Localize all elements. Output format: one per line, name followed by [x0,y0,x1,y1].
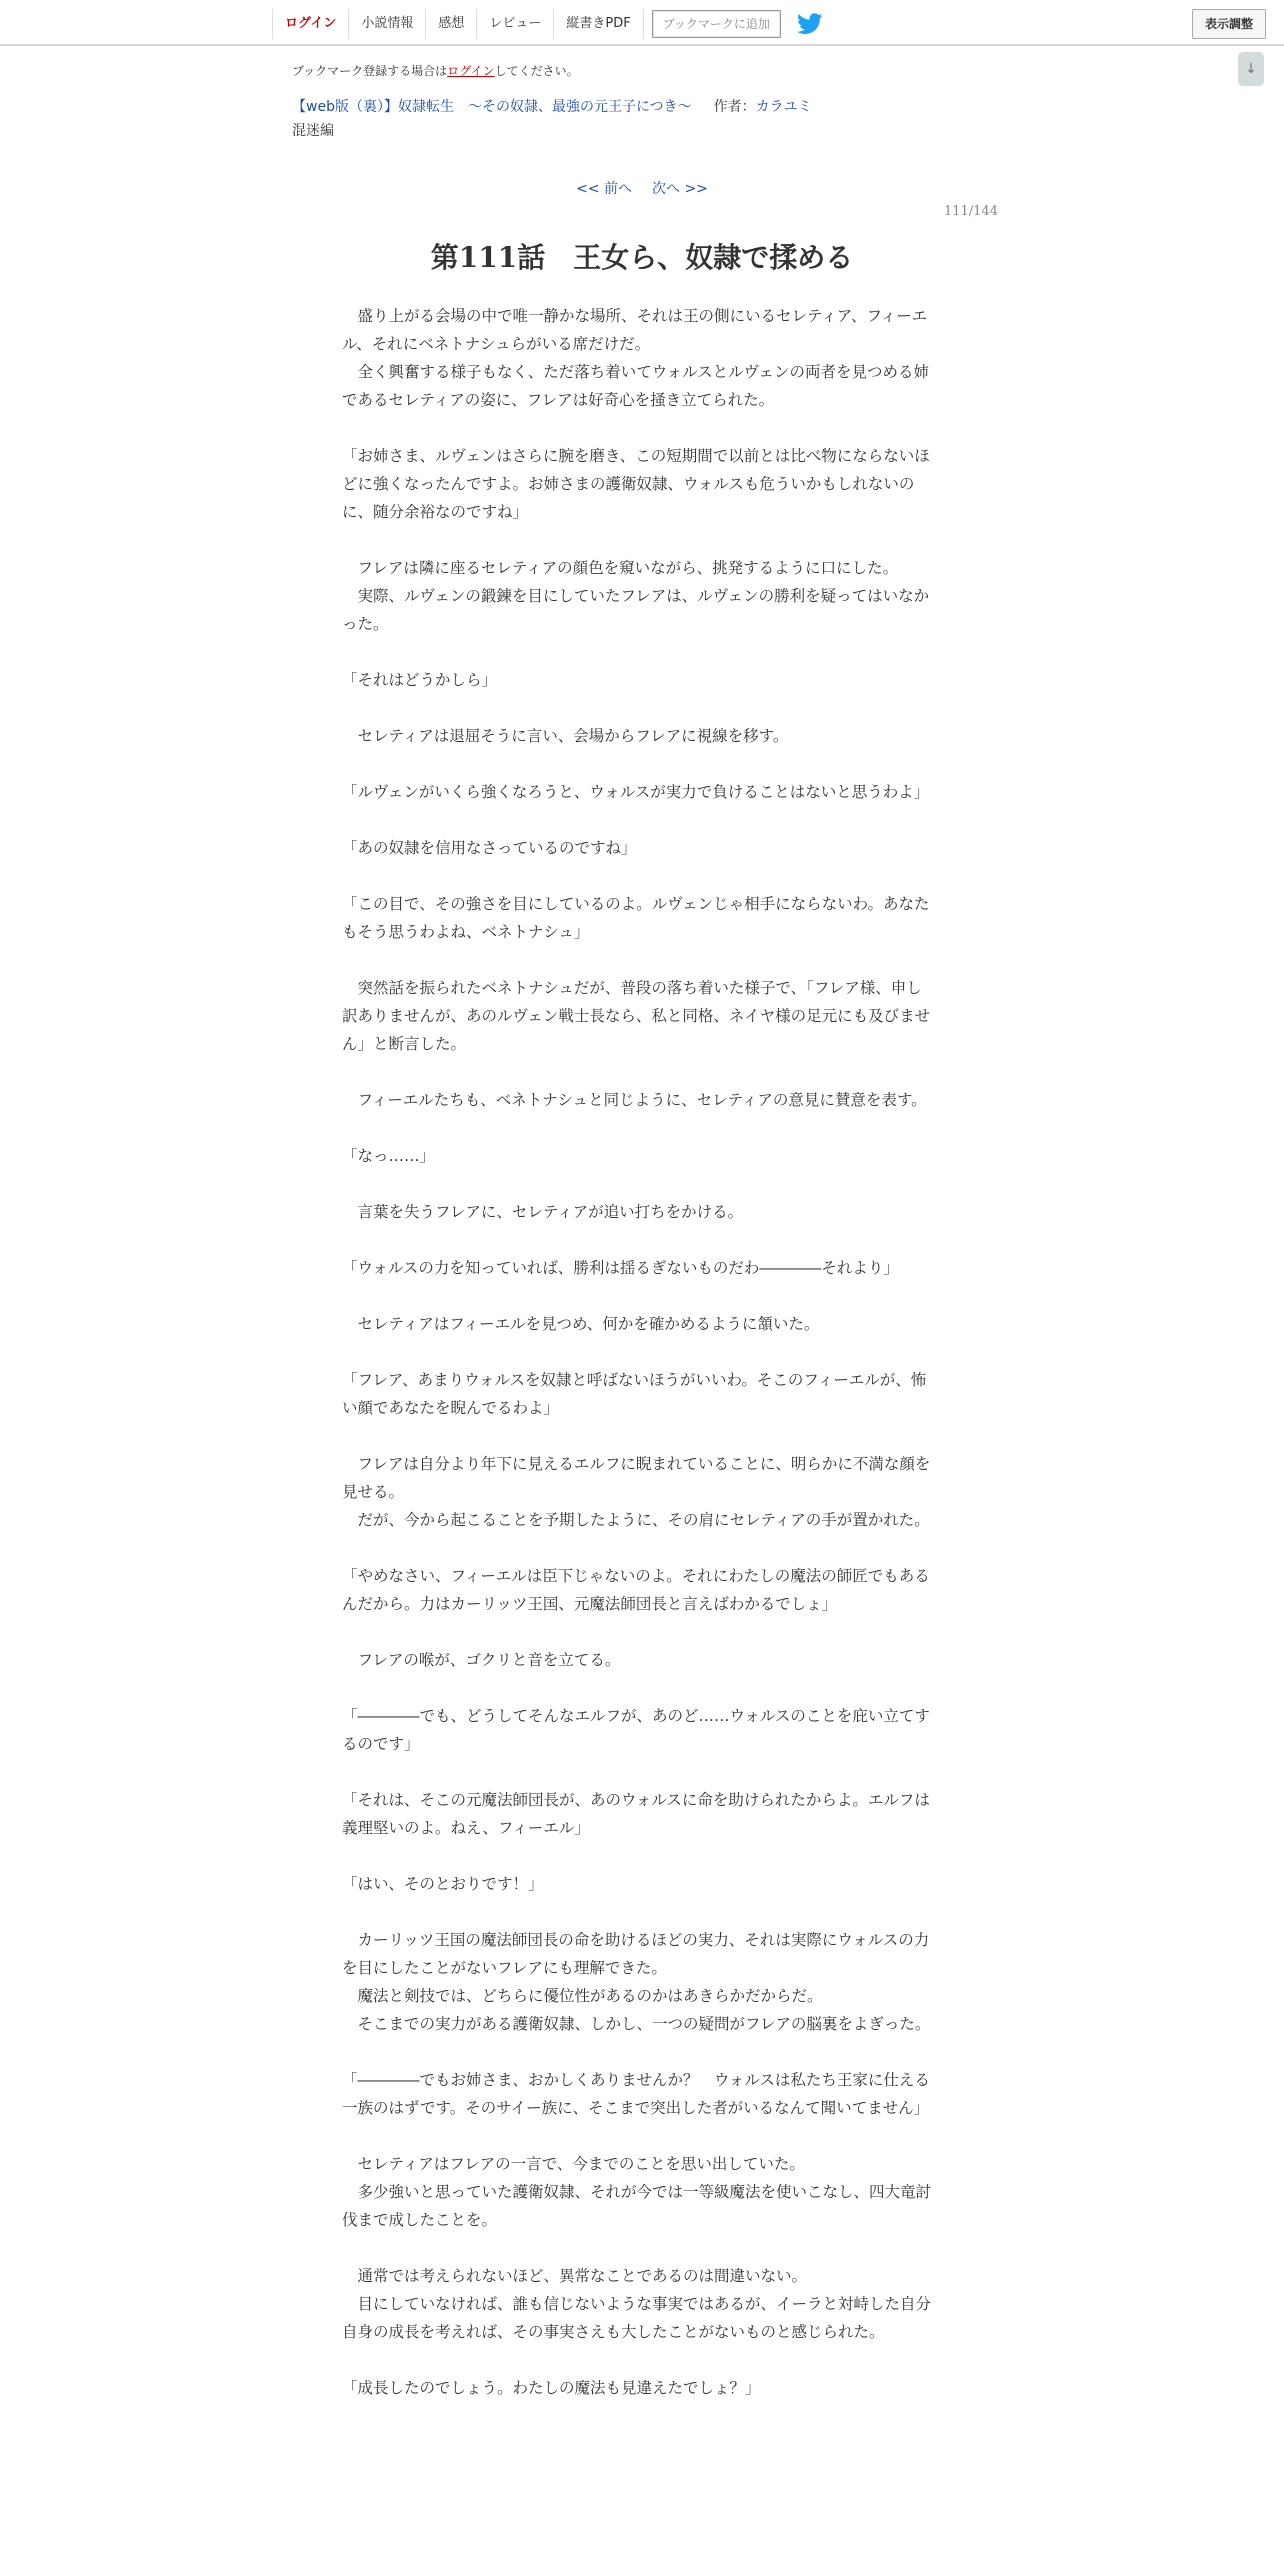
login-note-before: ブックマーク登録する場合は [292,64,448,78]
chapter-group-label: 混迷編 [292,123,334,139]
author-label: 作者： [713,99,756,115]
body-paragraph: 「成長したのでしょう。わたしの魔法も見違えたでしょ？」 [342,2379,761,2397]
add-bookmark-button[interactable]: ブックマークに追加 [652,10,781,38]
author-link[interactable]: カラユミ [755,99,812,115]
body-paragraph [342,1674,934,1702]
body-paragraph [342,2234,934,2262]
body-paragraph: 盛り上がる会場の中で唯一静かな場所、それは王の側にいるセレティア、フィーエル、それにベネトナシュらがいる席だけだ。 [342,307,928,353]
body-paragraph: 全く興奮する様子もなく、ただ落ち着いてウォルスとルヴェンの両者を見つめる姉であるセレティアの姿に、フレアは好奇心を掻き立てられた。 [342,363,929,409]
body-paragraph: フィーエルたちも、ベネトナシュと同じように、セレティアの意見に賛意を表す。 [342,1091,927,1109]
body-paragraph [342,694,934,722]
body-paragraph: 「ルヴェンがいくら強くなろうと、ウォルスが実力で負けることはないと思うわよ」 [342,783,930,801]
body-paragraph [342,638,934,666]
body-paragraph: 「――――でも、どうしてそんなエルフが、あのど……ウォルスのことを庇い立てするのです」 [342,1707,930,1753]
body-paragraph: 「やめなさい、フィーエルは臣下じゃないのよ。それにわたしの魔法の師匠でもあるんだから。力はカーリッツ王国、元魔法師団長と言えばわかるでしょ」 [342,1567,930,1613]
login-link[interactable]: ログイン [272,9,348,39]
body-paragraph: 「それはどうかしら」 [342,671,498,689]
body-paragraph [342,1170,934,1198]
body-paragraph [342,526,934,554]
review-link[interactable]: レビュー [476,9,553,39]
body-paragraph: 「なっ……」 [342,1147,436,1165]
body-paragraph [342,2122,934,2150]
body-paragraph: 実際、ルヴェンの鍛錬を目にしていたフレアは、ルヴェンの勝利を疑ってはいなかった。 [342,587,930,633]
body-paragraph: フレアは隣に座るセレティアの顔色を窺いながら、挑発するように口にした。 [342,559,899,577]
body-paragraph [342,1422,934,1450]
body-paragraph [342,1282,934,1310]
impressions-link[interactable]: 感想 [425,9,476,39]
body-paragraph: 魔法と剣技では、どちらに優位性があるのかはあきらかだからだ。 [342,1987,823,2005]
display-settings-button[interactable]: 表示調整 [1192,9,1266,39]
body-paragraph: 「お姉さま、ルヴェンはさらに腕を磨き、この短期間で以前とは比べ物にならないほどに強くなったんですよ。お姉さまの護衛奴隷、ウォルスも危ういかもしれないのに、随分余裕なのですね」 [342,447,930,521]
body-paragraph [342,2346,934,2374]
body-paragraph: 多少強いと思っていた護衛奴隷、それが今では一等級魔法を使いこなし、四大竜討伐まで成したことを。 [342,2183,932,2229]
body-paragraph [342,1618,934,1646]
body-paragraph: だが、今から起こることを予期したように、その肩にセレティアの手が置かれた。 [342,1511,930,1529]
body-paragraph: 突然話を振られたベネトナシュだが、普段の落ち着いた様子で、「フレア様、申し訳ありませんが、あのルヴェン戦士長なら、私と同格、ネイヤ様の足元にも及びません」と断言した。 [342,979,931,1053]
twitter-icon[interactable] [797,13,823,35]
body-paragraph: セレティアはフレアの一言で、今までのことを思い出していた。 [342,2155,805,2173]
next-chapter-link[interactable]: 次へ >> [652,181,708,197]
body-paragraph [342,806,934,834]
body-paragraph [342,1114,934,1142]
body-paragraph: セレティアは退屈そうに言い、会場からフレアに視線を移す。 [342,727,789,745]
vertical-pdf-link[interactable]: 縦書きPDF [553,9,643,39]
chapter-count: 111/144 [943,204,998,219]
body-paragraph [342,1842,934,1870]
body-paragraph: 「――――でもお姉さま、おかしくありませんか？ ウォルスは私たち王家に仕える一族のはずです。そのサイー族に、そこまで突出した者がいるなんて聞いてません」 [342,2071,930,2117]
body-paragraph [342,1058,934,1086]
series-info [292,96,812,116]
body-paragraph [342,2038,934,2066]
scroll-down-arrow-icon[interactable]: ↓ [1238,52,1264,86]
login-note-after: してください。 [494,64,579,78]
body-paragraph: 目にしていなければ、誰も信じないような事実ではあるが、イーラと対峙した自分自身の成長を考えれば、その事実さえも大したことがないものと感じられた。 [342,2295,932,2341]
body-paragraph: 「ウォルスの力を知っていれば、勝利は揺るぎないものだわ――――それより」 [342,1259,899,1277]
body-paragraph: 「それは、そこの元魔法師団長が、あのウォルスに命を助けられたからよ。エルフは義理堅いのよ。ねえ、フィーエル」 [342,1791,930,1837]
chapter-pager [0,178,1284,198]
body-paragraph: フレアは自分より年下に見えるエルフに睨まれていることに、明らかに不満な顔を見せる。 [342,1455,931,1501]
body-paragraph: 「はい、そのとおりです！」 [342,1875,544,1893]
body-paragraph [342,1898,934,1926]
header-nav [272,8,823,40]
body-paragraph: 「この目で、その強さを目にしているのよ。ルヴェンじゃ相手にならないわ。あなたもそう思うわよね、ベネトナシュ」 [342,895,930,941]
body-paragraph: 「あの奴隷を信用なさっているのですね」 [342,839,637,857]
body-paragraph [342,1758,934,1786]
bookmark-login-note [292,62,579,79]
login-note-link[interactable]: ログイン [447,64,495,78]
body-paragraph: フレアの喉が、ゴクリと音を立てる。 [342,1651,621,1669]
body-paragraph [342,862,934,890]
body-paragraph [342,750,934,778]
body-paragraph [342,414,934,442]
body-paragraph [342,1226,934,1254]
body-paragraph: 言葉を失うフレアに、セレティアが追い打ちをかける。 [342,1203,744,1221]
body-paragraph [342,1338,934,1366]
body-paragraph: カーリッツ王国の魔法師団長の命を助けるほどの実力、それは実際にウォルスの力を目にしたことがないフレアにも理解できた。 [342,1931,930,1977]
body-paragraph: 通常では考えられないほど、異常なことであるのは間違いない。 [342,2267,808,2285]
body-paragraph [342,946,934,974]
body-paragraph [342,1534,934,1562]
top-navigation-bar [0,0,1284,46]
body-paragraph: セレティアはフィーエルを見つめ、何かを確かめるように頷いた。 [342,1315,820,1333]
chapter-body [342,302,934,2402]
body-paragraph: そこまでの実力がある護衛奴隷、しかし、一つの疑問がフレアの脳裏をよぎった。 [342,2015,931,2033]
chapter-title: 第111話 王女ら、奴隷で揉める [430,241,854,274]
series-title-link[interactable]: 【web版（裏）】奴隷転生 ～その奴隷、最強の元王子につき～ [292,99,692,115]
novel-info-link[interactable]: 小説情報 [348,9,425,39]
body-paragraph: 「フレア、あまりウォルスを奴隷と呼ばないほうがいいわ。そこのフィーエルが、怖い顔であなたを睨んでるわよ」 [342,1371,927,1417]
prev-chapter-link[interactable]: << 前へ [576,181,632,197]
